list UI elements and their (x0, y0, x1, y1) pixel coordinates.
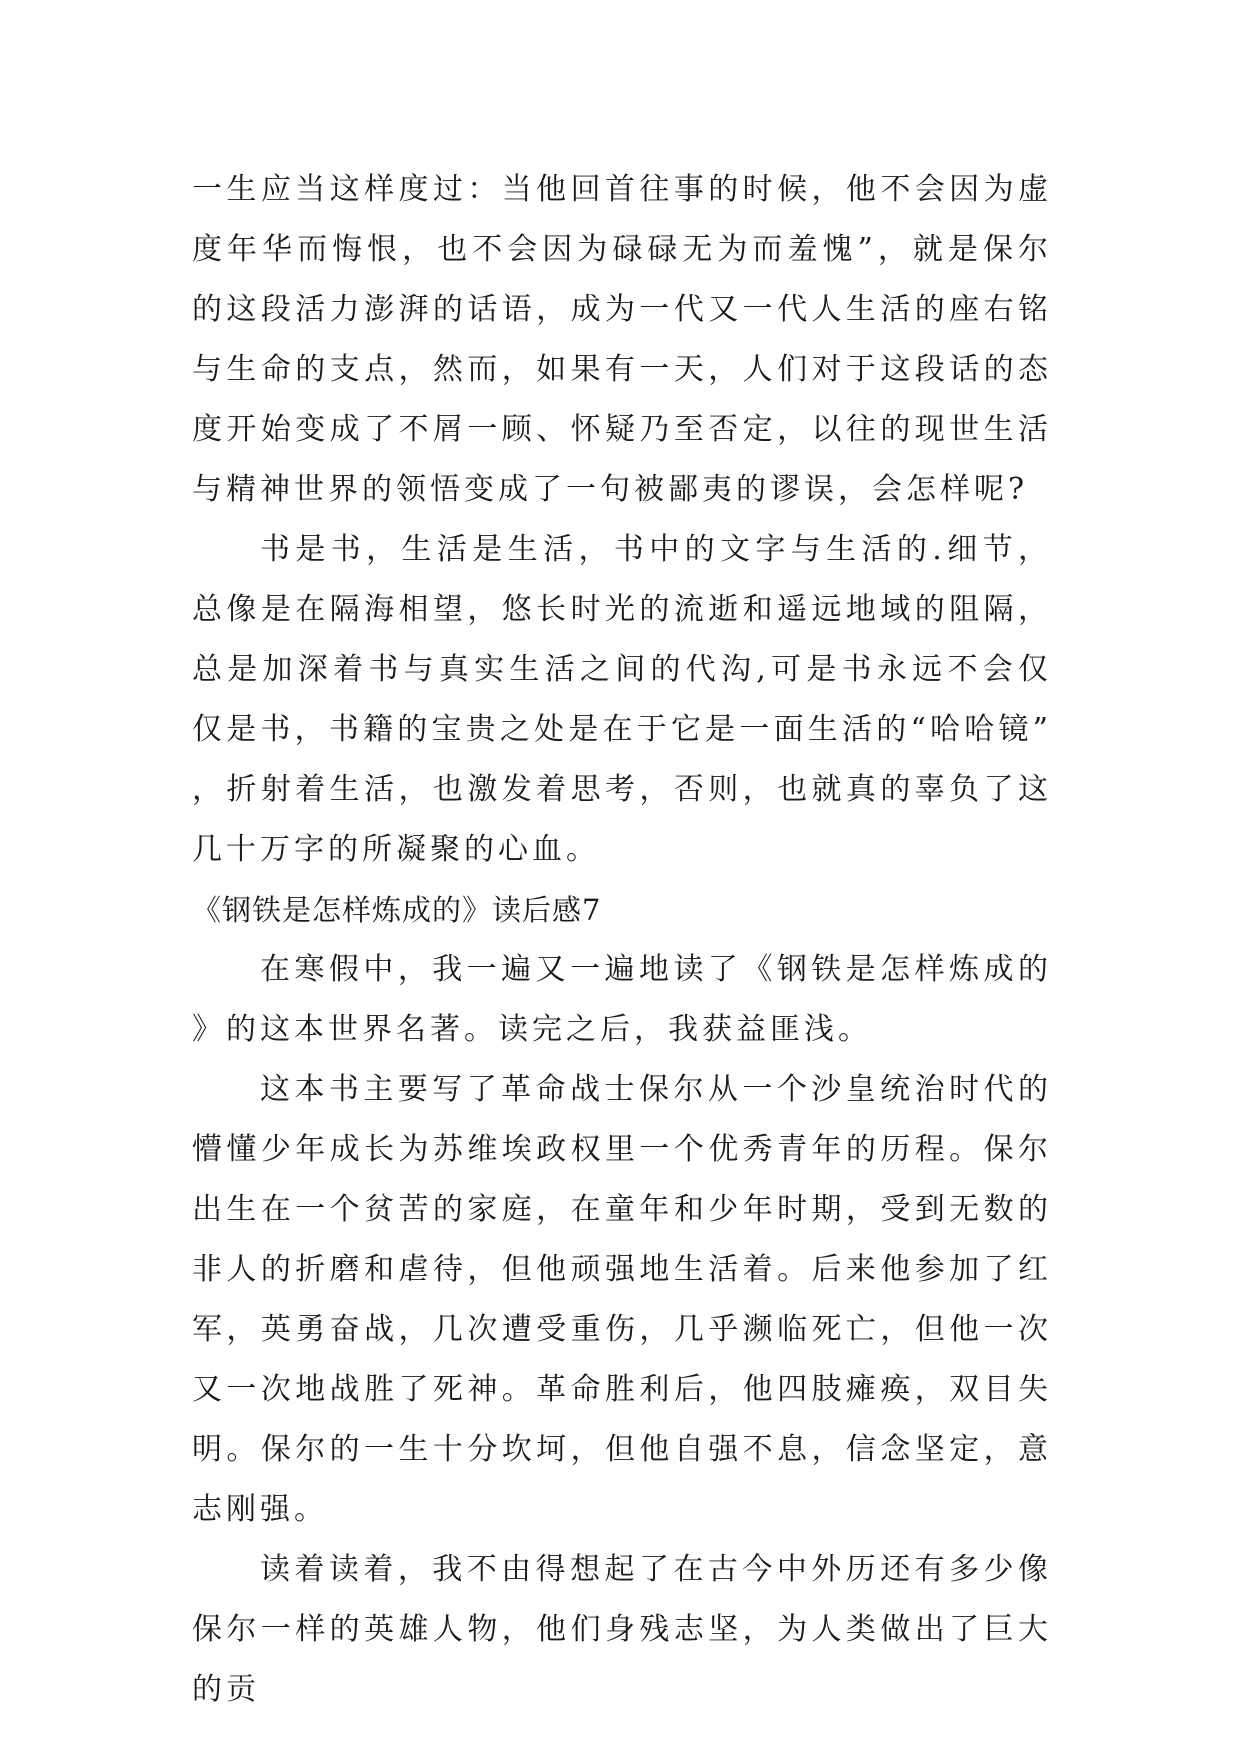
section-heading: 《钢铁是怎样炼成的》读后感7 (192, 893, 602, 927)
paragraph-4: 这本书主要写了革命战士保尔从一个沙皇统治时代的懵懂少年成长为苏维埃政权里一个优秀青年的历程。保尔出生在一个贫苦的家庭，在童年和少年时期，受到无数的非人的折磨和虐待，但他顽强地生活着。后来他参加了红军，英勇奋战，几次遭受重伤，几乎濒临死亡，但他一次又一次地战胜了死神。革命胜利后，他四肢瘫痪，双目失明。保尔的一生十分坎坷，但他自强不息，信念坚定，意志刚强。 (192, 1072, 1052, 1527)
paragraph-5: 读着读着，我不由得想起了在古今中外历还有多少像保尔一样的英雄人物，他们身残志坚，为人类做出了巨大的贡 (192, 1552, 1052, 1707)
paragraph-1: 一生应当这样度过：当他回首往事的时候，他不会因为虚度年华而悔恨，也不会因为碌碌无为而羞愧”，就是保尔的这段活力澎湃的话语，成为一代又一代人生活的座右铭与生命的支点，然而，如果有一天，人们对于这段话的态度开始变成了不屑一顾、怀疑乃至否定，以往的现世生活与精神世界的领悟变成了一句被鄙夷的谬误，会怎样呢? (192, 172, 1052, 507)
document-body (192, 160, 1052, 1720)
paragraph-2: 书是书，生活是生活，书中的文字与生活的.细节，总像是在隔海相望，悠长时光的流逝和遥远地域的阻隔，总是加深着书与真实生活之间的代沟,可是书永远不会仅仅是书，书籍的宝贵之处是在于它是一面生活的“哈哈镜”，折射着生活，也激发着思考，否则，也就真的辜负了这几十万字的所凝聚的心血。 (192, 532, 1052, 867)
paragraph-3: 在寒假中，我一遍又一遍地读了《钢铁是怎样炼成的》的这本世界名著。读完之后，我获益匪浅。 (192, 952, 1052, 1047)
